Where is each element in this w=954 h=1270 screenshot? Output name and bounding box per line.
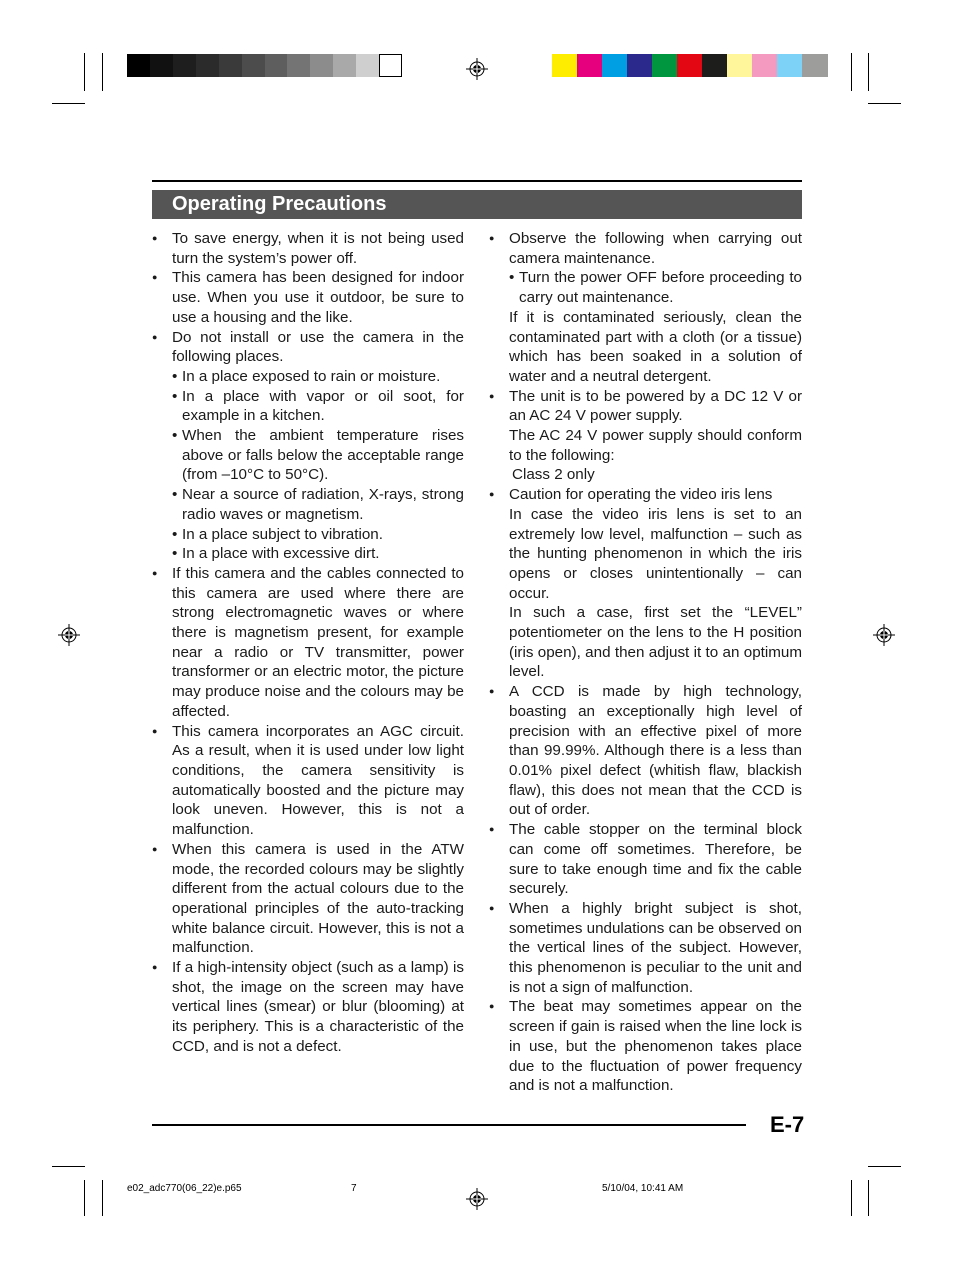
crop-mark	[102, 53, 103, 91]
sub-bullet-item: • In a place with excessive dirt.	[152, 544, 464, 564]
header-rule	[152, 180, 802, 182]
crop-mark	[52, 1166, 85, 1167]
gray-swatch	[333, 54, 356, 77]
color-swatch	[727, 54, 753, 77]
sub-bullet-item: • When the ambient temperature rises above or falls below the acceptable range (from –10°C to 50°C).	[152, 426, 464, 485]
gray-swatch	[379, 54, 402, 77]
page-number: E-7	[770, 1112, 805, 1137]
crop-mark	[52, 103, 85, 104]
registration-mark-icon	[466, 1188, 488, 1210]
bullet-item: ● To save energy, when it is not being used turn the system’s power off.	[152, 229, 464, 268]
slug-filename: e02_adc770(06_22)e.p65	[127, 1183, 242, 1194]
sub-bullet-item: • Near a source of radiation, X-rays, strong radio waves or magnetism.	[152, 485, 464, 524]
color-swatch	[627, 54, 653, 77]
gray-swatch	[173, 54, 196, 77]
gray-swatch	[242, 54, 265, 77]
continuation-text: If it is contaminated seriously, clean the contaminated part with a cloth (or a tissue) which has been soaked in a solution of water and a neutral detergent.	[509, 308, 802, 385]
bullet-item: ● This camera incorporates an AGC circuit. As a result, when it is used under low light conditions, the camera sensitivity is automatically boosted and the picture may look uneven. However, this is not a malfunction.	[152, 722, 464, 840]
left-column	[152, 229, 464, 1057]
gray-swatch	[150, 54, 173, 77]
continuation-text: In case the video iris lens is set to an extremely low level, malfunction – such as the hunting phenomenon in which the iris opens or closes unintentionally – can occur.	[509, 505, 802, 602]
crop-mark	[868, 103, 901, 104]
sub-bullet-item: • In a place with vapor or oil soot, for example in a kitchen.	[152, 387, 464, 426]
continuation-text: In such a case, first set the “LEVEL” potentiometer on the lens to the H position (iris open), and then adjust it to an optimum level.	[509, 604, 802, 681]
gray-swatch	[265, 54, 288, 77]
crop-mark	[868, 1180, 869, 1216]
slug-date: 5/10/04, 10:41 AM	[602, 1183, 684, 1194]
color-swatch	[802, 54, 828, 77]
bullet-item: ● If a high-intensity object (such as a lamp) is shot, the image on the screen may have vertical lines (smear) or blur (blooming) at its periphery. This is a characteristic of the CCD, and is not a defect.	[152, 958, 464, 1057]
slug-page: 7	[351, 1183, 357, 1194]
gray-swatch	[196, 54, 219, 77]
section-header-bar	[152, 190, 802, 219]
crop-mark	[868, 53, 869, 91]
bullet-item: ● If this camera and the cables connected to this camera are used where there are strong electromagnetic waves or where there is magnetism present, for example near a radio or TV transmitter, power transformer or an electric motor, the picture may produce noise and the colours may be affected.	[152, 564, 464, 722]
registration-mark-icon	[466, 58, 488, 80]
crop-mark	[84, 1180, 85, 1216]
bullet-item: ● Caution for operating the video iris lens	[489, 485, 802, 505]
sub-bullet-item: • Turn the power OFF before proceeding to carry out maintenance.	[489, 268, 802, 307]
color-swatch	[677, 54, 703, 77]
color-swatch	[752, 54, 778, 77]
sub-bullet-item: • In a place exposed to rain or moisture.	[152, 367, 464, 387]
gray-swatch	[356, 54, 379, 77]
continuation-text: Class 2 only	[512, 466, 595, 484]
bullet-item: ● When a highly bright subject is shot, sometimes undulations can be observed on the vertical lines of the subject. However, this phenomenon is peculiar to the unit and is not a sign of malfunction.	[489, 899, 802, 998]
bullet-item: ● When this camera is used in the ATW mode, the recorded colours may be slightly different from the actual colours due to the operational principles of the auto-tracking white balance circuit. However, this is not a malfunction.	[152, 840, 464, 958]
bullet-item: ● Do not install or use the camera in the following places.	[152, 328, 464, 367]
bullet-item: ● Observe the following when carrying out camera maintenance.	[489, 229, 802, 268]
color-swatch	[577, 54, 603, 77]
gray-swatch	[127, 54, 150, 77]
crop-mark	[868, 1166, 901, 1167]
registration-mark-icon	[873, 624, 895, 646]
color-swatch	[552, 54, 578, 77]
crop-mark	[851, 53, 852, 91]
crop-mark	[102, 1180, 103, 1216]
bullet-item: ● The unit is to be powered by a DC 12 V or an AC 24 V power supply.	[489, 387, 802, 426]
footer-rule	[152, 1124, 746, 1126]
gray-swatch	[219, 54, 242, 77]
sub-bullet-item: • In a place subject to vibration.	[152, 525, 464, 545]
section-title: Operating Precautions	[172, 193, 387, 215]
bullet-item: ● This camera has been designed for indoor use. When you use it outdoor, be sure to use a housing and the like.	[152, 268, 464, 327]
gray-swatch	[287, 54, 310, 77]
crop-mark	[851, 1180, 852, 1216]
crop-mark	[84, 53, 85, 91]
gray-swatch	[310, 54, 333, 77]
color-swatch	[777, 54, 803, 77]
registration-mark-icon	[58, 624, 80, 646]
right-column	[489, 229, 802, 1096]
bullet-item: ● A CCD is made by high technology, boasting an exceptionally high level of precision with an effective pixel of more than 99.99%. Although there is a less than 0.01% pixel defect (whitish flaw, blackish flaw), this does not mean that the CCD is out of order.	[489, 682, 802, 820]
continuation-text: The AC 24 V power supply should conform to the following:	[509, 427, 802, 464]
color-swatch	[702, 54, 728, 77]
bullet-item: ● The beat may sometimes appear on the screen if gain is raised when the line lock is in use, but the phenomenon takes place due to the fluctuation of power frequency and is not a malfunction.	[489, 997, 802, 1096]
bullet-item: ● The cable stopper on the terminal block can come off sometimes. Therefore, be sure to take enough time and fix the cable securely.	[489, 820, 802, 899]
color-swatch	[652, 54, 678, 77]
color-swatch	[602, 54, 628, 77]
